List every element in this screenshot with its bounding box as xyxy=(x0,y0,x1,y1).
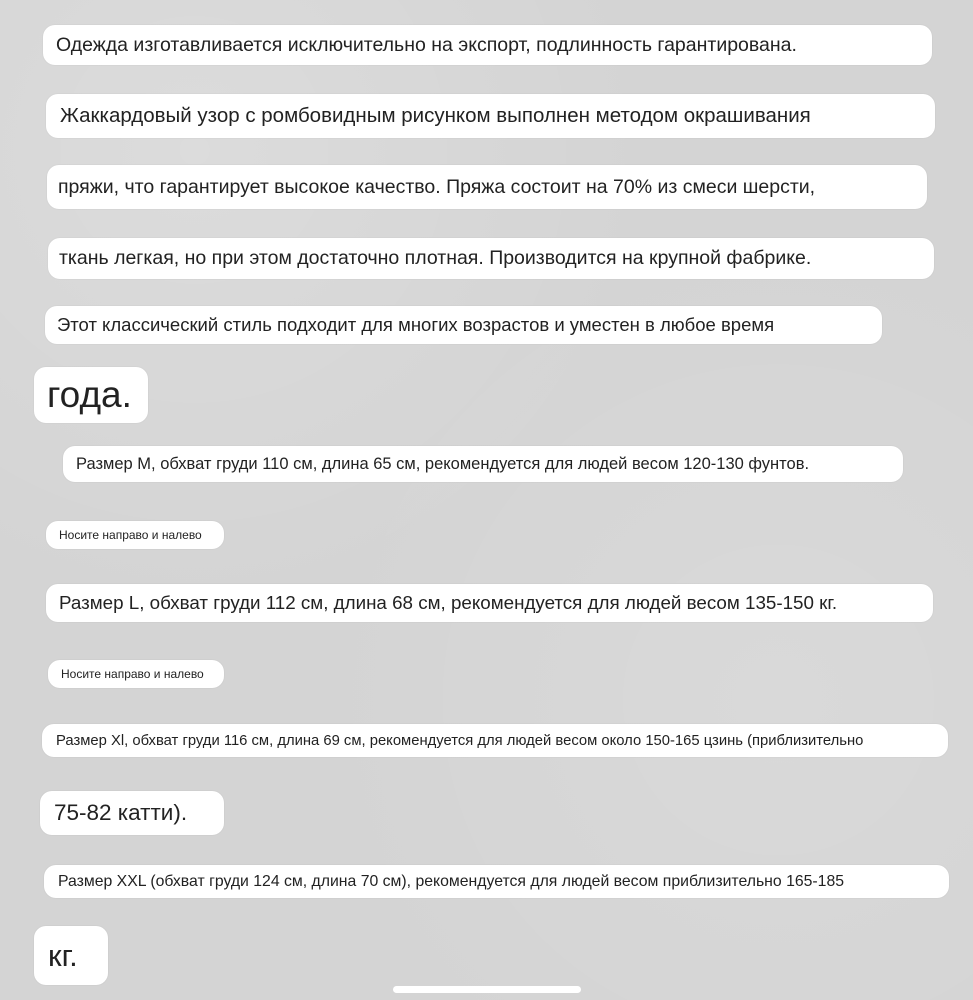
size-xl-line-1 xyxy=(42,724,948,757)
description-line-2-text: Жаккардовый узор с ромбовидным рисунком выполнен методом окрашивания xyxy=(60,104,811,127)
size-xxl-line-2 xyxy=(34,926,108,985)
size-l-note xyxy=(48,660,224,688)
size-xl-line-2 xyxy=(40,791,224,835)
size-m-note xyxy=(46,521,224,549)
description-line-6 xyxy=(34,367,148,423)
size-xxl-line-2-text: кг. xyxy=(48,937,78,973)
description-line-5 xyxy=(45,306,882,344)
description-line-5-text: Этот классический стиль подходит для многих возрастов и уместен в любое время xyxy=(57,314,775,335)
description-line-3-text: пряжи, что гарантирует высокое качество. Пряжа состоит на 70% из смеси шерсти, xyxy=(58,175,816,198)
size-xxl-line-1-text: Размер XXL (обхват груди 124 см, длина 70 см), рекомендуется для людей весом приблизительно 165-185 xyxy=(58,872,845,890)
size-xxl-line-1 xyxy=(44,865,949,898)
size-m-info-text: Размер M, обхват груди 110 см, длина 65 см, рекомендуется для людей весом 120-130 фунтов. xyxy=(76,454,810,473)
description-line-6-text: года. xyxy=(47,374,132,415)
size-xl-line-1-text: Размер Xl, обхват груди 116 см, длина 69 см, рекомендуется для людей весом около 150-165 цзинь (приблизительно xyxy=(56,732,864,749)
description-line-1-text: Одежда изготавливается исключительно на экспорт, подлинность гарантирована. xyxy=(56,33,797,56)
size-l-info xyxy=(46,584,933,622)
home-indicator xyxy=(393,986,581,993)
size-l-info-text: Размер L, обхват груди 112 см, длина 68 см, рекомендуется для людей весом 135-150 кг. xyxy=(59,592,838,613)
description-line-1 xyxy=(43,25,932,65)
size-m-info xyxy=(63,446,903,482)
description-line-4 xyxy=(48,238,934,279)
description-line-3 xyxy=(47,165,927,209)
description-line-2 xyxy=(46,94,935,138)
size-m-note-text: Носите направо и налево xyxy=(59,528,202,542)
description-line-4-text: ткань легкая, но при этом достаточно плотная. Производится на крупной фабрике. xyxy=(59,247,812,269)
size-l-note-text: Носите направо и налево xyxy=(61,667,204,681)
size-xl-line-2-text: 75-82 катти). xyxy=(54,800,188,825)
